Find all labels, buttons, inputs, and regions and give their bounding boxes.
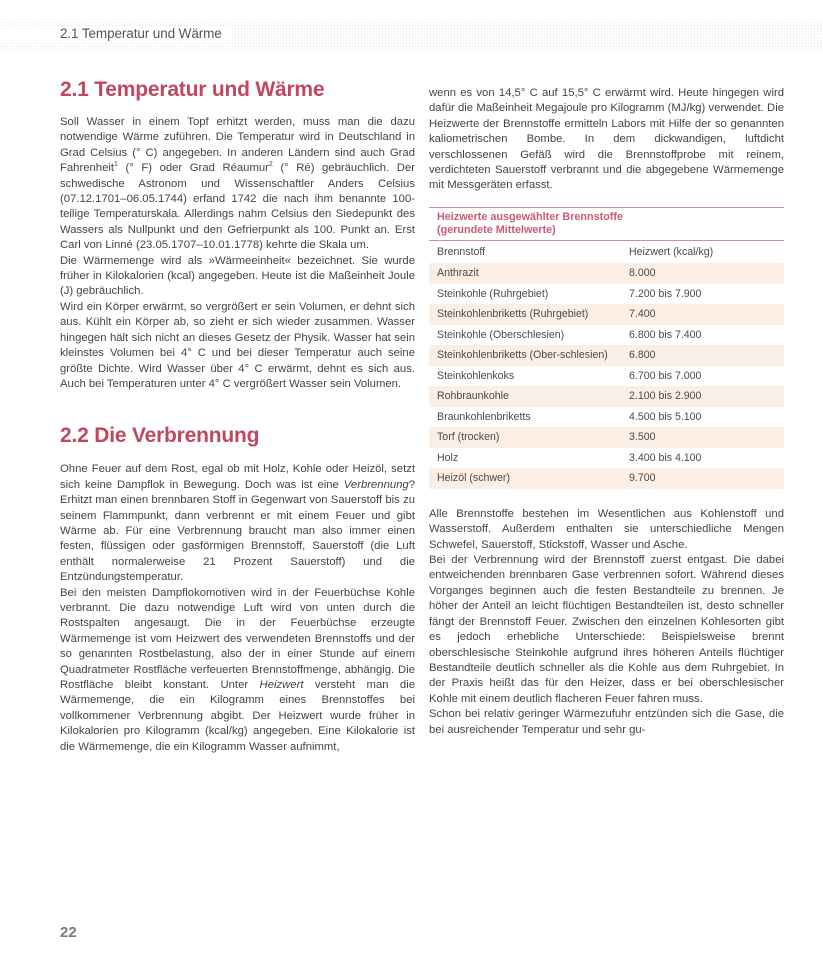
- text-run: Bei den meisten Dampflokomotiven wird in der Feuerbüchse Kohle verbrannt. Die dazu notwendige Luft wird von unten durch die Rostspalten angesaugt. Die in der Feuerbüchse erzeugte Wärmemenge ist vom Heizwert des verwendeten Brennstoffs und der so genannten Rostbelastung, also der in einer Stunde auf einem Quadratmeter Rostfläche verfeuerten Brennstoffmenge, abhängig. Die Rostfläche bleibt konstant. Unter: [60, 586, 415, 691]
- table-row: [429, 345, 784, 366]
- paragraph: Bei der Verbrennung wird der Brennstoff zuerst entgast. Die dabei entweichenden brennbaren Gase verbrennen sofort. Während dieses Vorganges beginnen auch die festen Bestandteile zu brennen. Je höher der Anteil an leicht flüchtigen Bestandteilen ist, desto schneller fängt der Brennstoff Feuer. Zwischen den einzelnen Kohlesorten gibt es jedoch erhebliche Unterschiede: Beispielsweise brennt oberschlesische Steinkohle aufgrund ihres höheren Anteils flüchtiger Bestandteile deutlich schneller als die Kohle aus dem Ruhrgebiet. In der Praxis heißt das für den Heizer, dass er bei oberschlesischer Kohle mit einem deutlich flacheren Feuer fahren muss.: [429, 554, 784, 705]
- table-row: [429, 448, 784, 469]
- value-cell: 8.000: [621, 263, 784, 284]
- paragraph: [60, 115, 415, 254]
- table-title-line: (gerundete Mittelwerte): [437, 223, 556, 236]
- table-row: [429, 263, 784, 284]
- fuel-cell: Steinkohlenbriketts (Ober-schlesien): [429, 345, 621, 366]
- paragraph: [60, 462, 415, 585]
- section-heading-2-2: 2.2 Die Verbrennung: [60, 424, 260, 448]
- text-run: Soll Wasser in einem Topf erhitzt werden, muss man die dazu notwendige Wärme zuführen. Die Temperatur wird in Deutschland in Grad Celsius (° C) angegeben. In anderen Ländern sind auch Grad Fahrenheit: [60, 116, 415, 175]
- section-heading-2-1: 2.1 Temperatur und Wärme: [60, 78, 325, 101]
- footnote-marker: 1: [114, 161, 118, 169]
- table-row: [429, 407, 784, 428]
- table-row: [429, 427, 784, 448]
- emphasis: Verbrennung: [343, 478, 409, 491]
- text-run: Ohne Feuer auf dem Rost, egal ob mit Holz, Kohle oder Heizöl, setzt sich keine Dampflok in Bewegung. Doch was ist eine: [60, 463, 415, 491]
- value-cell: 9.700: [621, 468, 784, 489]
- table-title-line: Heizwerte ausgewählter Brennstoffe: [437, 210, 623, 223]
- value-cell: 4.500 bis 5.100: [629, 410, 702, 423]
- table-row: [429, 468, 784, 489]
- column-header: Heizwert (kcal/kg): [629, 245, 714, 258]
- footnote-marker: 2: [268, 161, 273, 169]
- text-run: ? Erhitzt man einen brennbaren Stoff in Gegenwart von Sauerstoff bis zu seinem Flammpunkt, dann verbrennt er mit einem Feuer und gibt Wärme ab. Für eine Verbrennung braucht man also immer einen festen, flüssigen oder gasförmigen Brennstoff, Sauerstoff (die Luft enthält normalerweise 21 Prozent Sauerstoff) und die Entzündungstemperatur.: [60, 478, 415, 584]
- paragraph: Die Wärmemenge wird als »Wärmeeinheit« bezeichnet. Sie wurde früher in Kilokalorien (kcal) angegeben. Heute ist die Maßeinheit Joule (J) gebräuchlich.: [60, 254, 415, 298]
- fuel-cell: Steinkohle (Oberschlesien): [437, 328, 565, 341]
- fuel-cell: Steinkohlenbriketts (Ruhrgebiet): [429, 304, 621, 325]
- fuel-cell: Torf (trocken): [429, 427, 621, 448]
- value-cell: 6.800 bis 7.400: [629, 328, 702, 341]
- text-run: (° F) oder Grad Réaumur: [117, 162, 269, 175]
- paragraph: wenn es von 14,5° C auf 15,5° C erwärmt wird. Heute hingegen wird dafür die Maßeinheit Megajoule pro Kilogramm (MJ/kg) verwendet. Die Heizwerte der Brennstoffe ermitteln Labors mit Hilfe der so genannten kaliometrischen Bombe. In dem dickwandigen, luftdicht verschlossenen Gefäß wird die Brennstoffprobe mit reinem, verdichteten Sauerstoff verbrannt und die abgegebene Wärmemenge mit Messgeräten erfasst.: [429, 87, 784, 192]
- value-cell: 7.200 bis 7.900: [629, 287, 702, 300]
- table-row: [429, 366, 784, 387]
- fuel-cell: Holz: [437, 451, 459, 464]
- emphasis: Heizwert: [259, 679, 304, 691]
- fuel-cell: Heizöl (schwer): [429, 468, 621, 489]
- running-header: [0, 22, 823, 52]
- running-header-title: 2.1 Temperatur und Wärme: [0, 26, 230, 41]
- column-header: Brennstoff: [437, 245, 486, 258]
- text-run: (° Ré) gebräuchlich. Der schwedische Astronom und Wissenschaftler Anders Celsius (07.12.1701–06.05.1744) erfand 1742 die nach ihm benannte 100-teilige Temperaturskala. Allerdings nahm Celsius den Siedepunkt des Wassers als Nullpunkt und den Gefrierpunkt als 100. Punkt an. Erst Carl von Linné (23.05.1707–10.01.1778) kehrte die Skala um.: [60, 162, 416, 252]
- table-title: [429, 208, 784, 241]
- value-cell: 6.800: [621, 345, 784, 366]
- fuel-cell: Steinkohlenkoks: [437, 369, 515, 382]
- table: [429, 241, 784, 489]
- table-row: [429, 304, 784, 325]
- paragraph: [60, 586, 415, 755]
- paragraph: Schon bei relativ geringer Wärmezufuhr entzünden sich die Gase, die bei ausreichender Temperatur und sehr gu-: [429, 708, 784, 736]
- fuel-cell: Braunkohlenbriketts: [437, 410, 531, 423]
- heating-values-table: [429, 207, 784, 489]
- table-row: [429, 284, 784, 305]
- right-column: [429, 86, 784, 738]
- fuel-cell: Anthrazit: [429, 263, 621, 284]
- page-number: 22: [60, 924, 77, 941]
- value-cell: 6.700 bis 7.000: [629, 369, 702, 382]
- text-run: versteht man die Wärmemenge, die ein Kilogramm eines Brennstoffes bei vollkommener Verbrennung abgibt. Der Heizwert wurde früher in Kilokalorien pro Kilogramm (kcal/kg) angegeben. Eine Kilokalorie ist die Wärmemenge, die ein Kilogramm Wasser aufnimmt,: [60, 679, 416, 753]
- value-cell: 3.500: [621, 427, 784, 448]
- value-cell: 7.400: [621, 304, 784, 325]
- value-cell: 2.100 bis 2.900: [621, 386, 784, 407]
- table-row: [429, 325, 784, 346]
- table-header-row: [429, 241, 784, 264]
- left-column: [60, 78, 415, 755]
- table-row: [429, 386, 784, 407]
- fuel-cell: Rohbraunkohle: [429, 386, 621, 407]
- fuel-cell: Steinkohle (Ruhrgebiet): [437, 287, 549, 300]
- paragraph: Wird ein Körper erwärmt, so vergrößert er sein Volumen, er dehnt sich aus. Kühlt ein Körper ab, so zieht er sich wieder zusammen. Wasser hingegen hält sich nicht an dieses Gesetz der Physik. Wasser hat sein kleinstes Volumen bei 4° C und bei dieser Temperatur auch seine größte Dichte. Wird Wasser über 4° C erwärmt, dehnt es sich aus. Auch bei Temperaturen unter 4° C vergrößert Wasser sein Volumen.: [60, 300, 415, 390]
- paragraph: Alle Brennstoffe bestehen im Wesentlichen aus Kohlenstoff und Wasserstoff. Außerdem enthalten sie unterschiedliche Mengen Schwefel, Sauerstoff, Stickstoff, Wasser und Asche.: [429, 507, 784, 551]
- value-cell: 3.400 bis 4.100: [629, 451, 702, 464]
